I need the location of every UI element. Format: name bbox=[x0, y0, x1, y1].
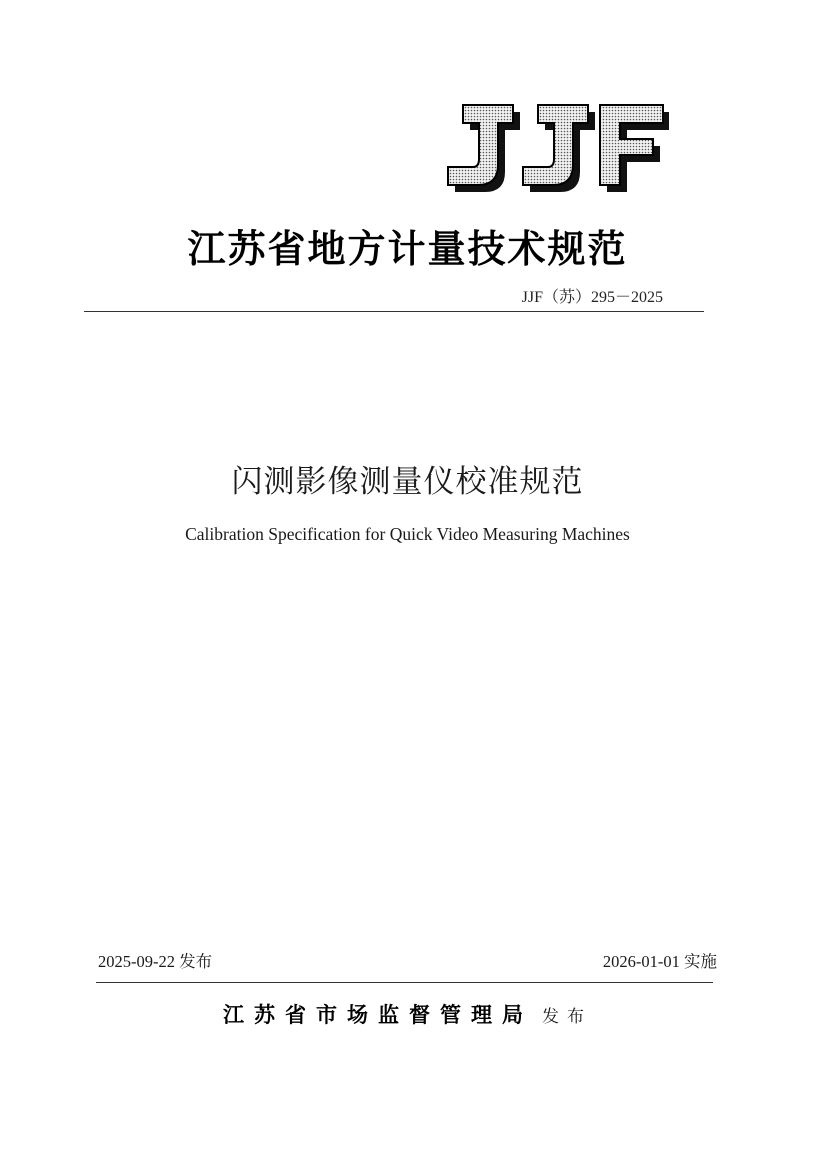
jjf-logo bbox=[443, 103, 669, 199]
document-title-en: Calibration Specification for Quick Video Measuring Machines bbox=[185, 524, 630, 544]
document-title-cn: 闪测影像测量仪校准规范 bbox=[231, 464, 584, 500]
standard-number: JJF（苏）295－2025 bbox=[521, 289, 663, 306]
header-divider bbox=[84, 311, 704, 312]
publish-label: 发布 bbox=[542, 1007, 593, 1027]
publisher-line bbox=[0, 999, 815, 1029]
issue-date: 2025-09-22 发布 bbox=[98, 952, 213, 971]
implementation-date: 2026-01-01 实施 bbox=[602, 952, 717, 971]
publisher-name: 江苏省市场监督管理局 bbox=[222, 1003, 533, 1027]
standard-series-title: 江苏省地方计量技术规范 bbox=[187, 227, 628, 271]
footer-divider bbox=[96, 982, 713, 983]
